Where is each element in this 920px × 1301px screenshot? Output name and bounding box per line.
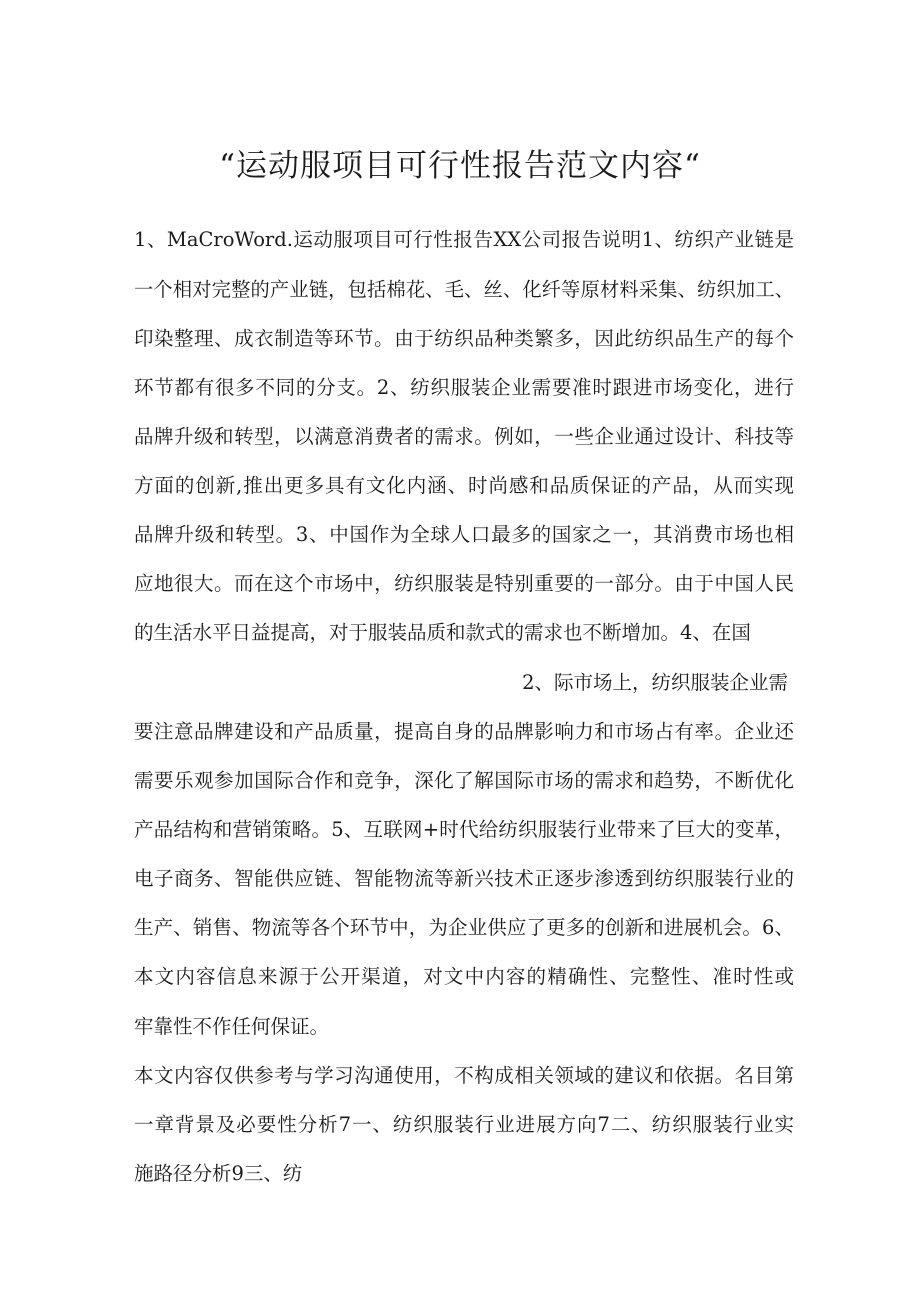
paragraph-line: 生产、销售、物流等各个环节中，为企业供应了更多的创新和进展机会。6、 bbox=[134, 916, 794, 939]
paragraph-line: 2、际市场上，纺织服装企业需 bbox=[522, 671, 788, 694]
paragraph-line: 电子商务、智能供应链、智能物流等新兴技术正逐步渗透到纺织服装行业的 bbox=[134, 867, 794, 890]
paragraph-line: 应地很大。而在这个市场中，纺织服装是特别重要的一部分。由于中国人民 bbox=[134, 572, 794, 595]
paragraph-line: 一章背景及必要性分析7一、纺织服装行业进展方向7二、纺织服装行业实 bbox=[134, 1113, 794, 1136]
paragraph-line: 方面的创新,推出更多具有文化内涵、时尚感和品质保证的产品，从而实现 bbox=[134, 474, 794, 497]
paragraph-line: 品牌升级和转型。3、中国作为全球人口最多的国家之一，其消费市场也相 bbox=[134, 523, 794, 546]
paragraph-line: 的生活水平日益提高，对于服装品质和款式的需求也不断增加。4、在国 bbox=[134, 621, 751, 644]
paragraph-line: 本文内容信息来源于公开渠道，对文中内容的精确性、完整性、准时性或 bbox=[134, 965, 794, 988]
paragraph-line: 产品结构和营销策略。5、互联网+时代给纺织服装行业带来了巨大的变革， bbox=[134, 818, 794, 841]
paragraph-line: 本文内容仅供参考与学习沟通使用，不构成相关领域的建议和依据。名目第 bbox=[134, 1064, 794, 1087]
paragraph-line: 一个相对完整的产业链，包括棉花、毛、丝、化纤等原材料采集、纺织加工、 bbox=[134, 278, 794, 301]
paragraph-line: 牢靠性不作任何保证。 bbox=[134, 1015, 330, 1038]
document-title: “运动服项目可行性报告范文内容“ bbox=[219, 148, 701, 184]
paragraph-line: 品牌升级和转型，以满意消费者的需求。例如，一些企业通过设计、科技等 bbox=[134, 425, 794, 448]
paragraph-line: 1、MaCroWord.运动服项目可行性报告XX公司报告说明1、纺织产业链是 bbox=[134, 228, 794, 251]
paragraph-line: 施路径分析9三、纺 bbox=[134, 1162, 303, 1185]
paragraph-line: 印染整理、成衣制造等环节。由于纺织品种类繁多，因此纺织品生产的每个 bbox=[134, 327, 794, 350]
paragraph-line: 需要乐观参加国际合作和竞争，深化了解国际市场的需求和趋势，不断优化 bbox=[134, 769, 794, 792]
paragraph-line: 环节都有很多不同的分支。2、纺织服装企业需要准时跟进市场变化，进行 bbox=[134, 376, 794, 399]
paragraph-line: 要注意品牌建设和产品质量，提高自身的品牌影响力和市场占有率。企业还 bbox=[134, 720, 794, 743]
